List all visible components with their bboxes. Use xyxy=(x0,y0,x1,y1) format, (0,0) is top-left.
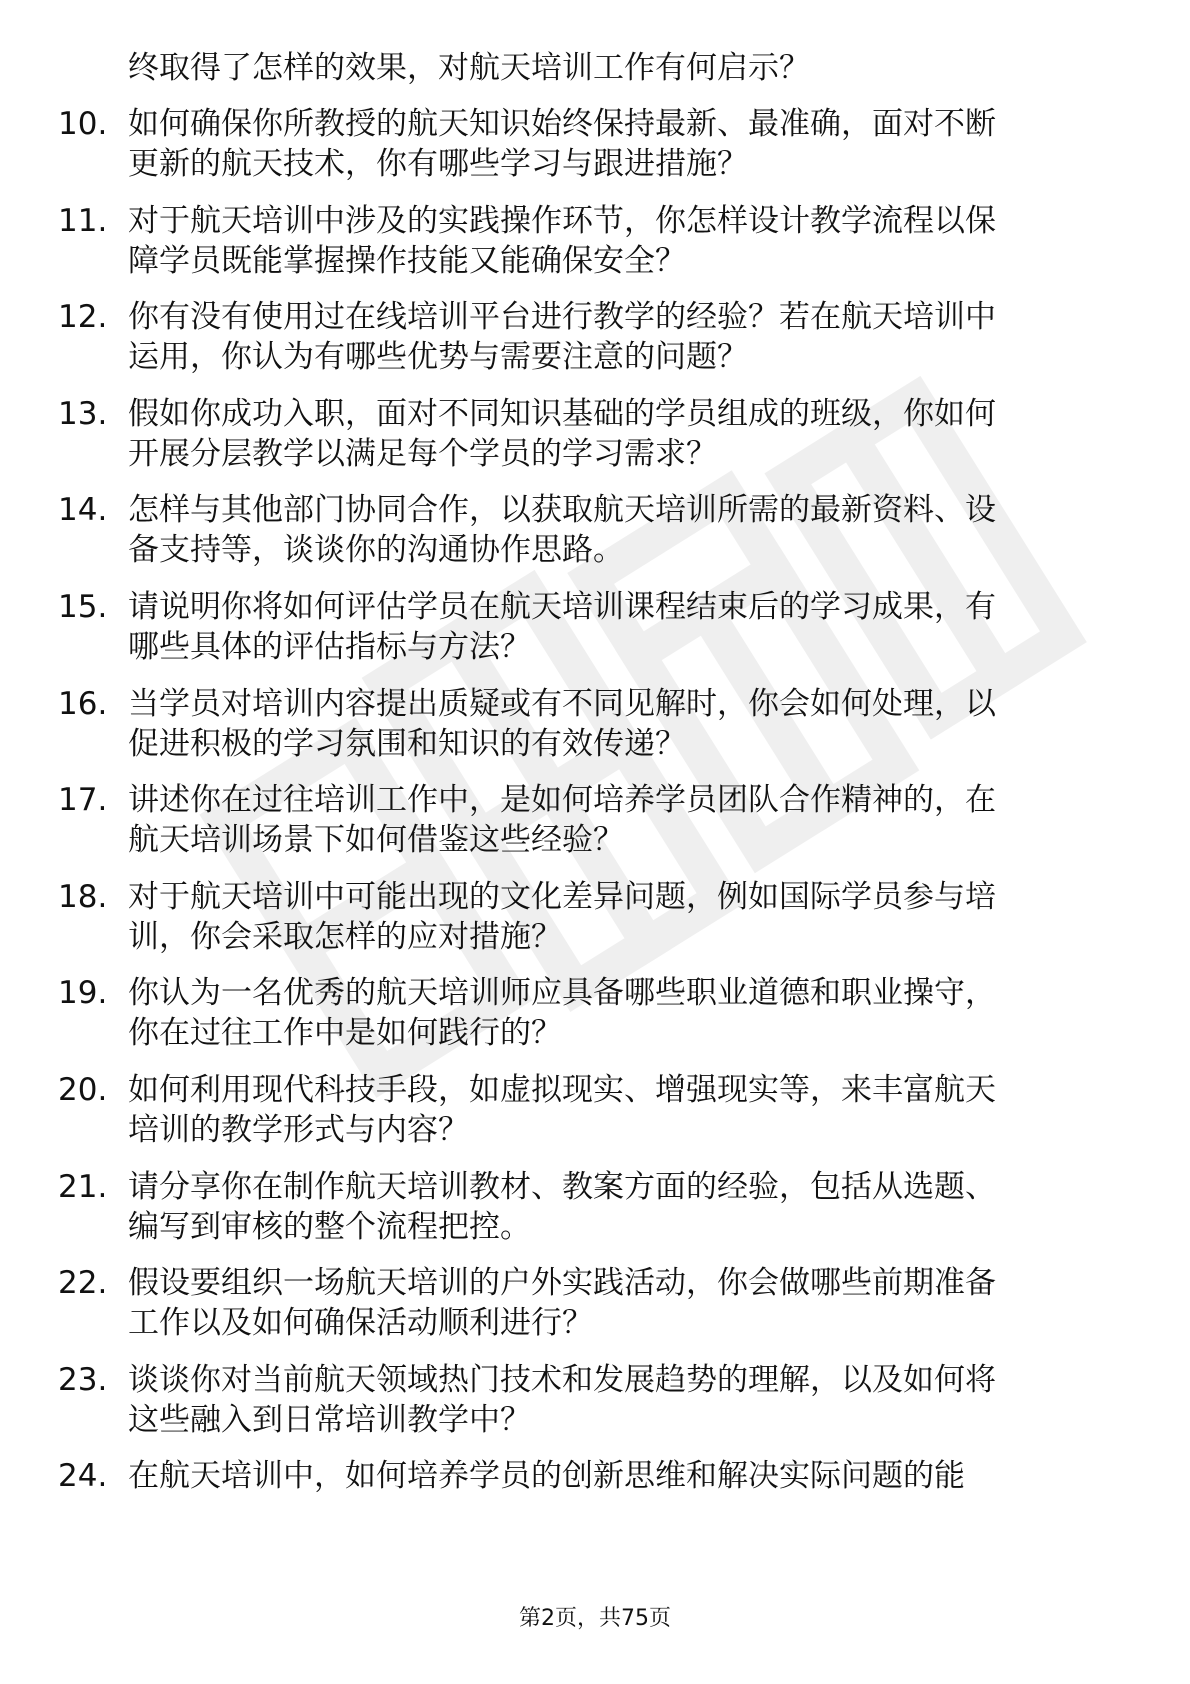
question-number: 13. xyxy=(58,395,108,432)
question-text-line-1: 对于航天培训中可能出现的文化差异问题，例如国际学员参与培 xyxy=(128,878,996,915)
question-item xyxy=(58,201,1118,281)
question-item xyxy=(58,684,1118,764)
question-text-line-1: 在航天培训中，如何培养学员的创新思维和解决实际问题的能 xyxy=(128,1458,965,1495)
question-text-line-1: 请分享你在制作航天培训教材、教案方面的经验，包括从选题、 xyxy=(128,1168,996,1205)
question-text-line-1: 讲述你在过往培训工作中，是如何培养学员团队合作精神的，在 xyxy=(128,782,996,819)
question-number: 10. xyxy=(58,106,108,142)
question-item xyxy=(58,1167,1118,1247)
question-text-line-2: 编写到审核的整个流程把控。 xyxy=(128,1208,531,1245)
question-number: 22. xyxy=(58,1265,108,1302)
question-item xyxy=(58,973,1118,1053)
question-number: 11. xyxy=(58,202,108,239)
question-item xyxy=(58,297,1118,377)
question-text-line-2: 更新的航天技术，你有哪些学习与跟进措施？ xyxy=(128,146,748,182)
question-number: 17. xyxy=(58,782,108,819)
question-text-line-1: 怎样与其他部门协同合作，以获取航天培训所需的最新资料、设 xyxy=(128,492,996,529)
question-text-line-2: 工作以及如何确保活动顺利进行？ xyxy=(128,1305,593,1342)
question-text-line-2: 这些融入到日常培训教学中？ xyxy=(128,1401,531,1438)
question-number: 16. xyxy=(58,685,108,722)
question-number: 12. xyxy=(58,299,108,336)
question-text-line-2: 运用，你认为有哪些优势与需要注意的问题？ xyxy=(128,339,748,376)
question-item xyxy=(58,394,1118,474)
question-text-line-2: 航天培训场景下如何借鉴这些经验？ xyxy=(128,822,624,859)
question-number: 23. xyxy=(58,1361,108,1398)
question-text-line-2: 促进积极的学习氛围和知识的有效传递？ xyxy=(128,725,686,762)
question-text-line-2: 备支持等，谈谈你的沟通协作思路。 xyxy=(128,532,624,569)
question-number: 15. xyxy=(58,589,108,625)
question-text-line-1: 你有没有使用过在线培训平台进行教学的经验？若在航天培训中 xyxy=(128,299,996,336)
question-item xyxy=(58,1360,1118,1440)
question-text-line-2: 哪些具体的评估指标与方法？ xyxy=(128,629,531,665)
question-text-line-2: 开展分层教学以满足每个学员的学习需求？ xyxy=(128,435,717,472)
question-text-line-2: 训，你会采取怎样的应对措施？ xyxy=(128,918,562,955)
question-text-line-1: 请说明你将如何评估学员在航天培训课程结束后的学习成果，有 xyxy=(128,589,996,625)
question-item xyxy=(58,1456,1118,1536)
question-item xyxy=(58,1070,1118,1150)
question-text-line-1: 如何利用现代科技手段，如虚拟现实、增强现实等，来丰富航天 xyxy=(128,1072,996,1108)
question-text-line-2: 你在过往工作中是如何践行的？ xyxy=(128,1015,562,1052)
question-text-line-2: 障学员既能掌握操作技能又能确保安全？ xyxy=(128,242,686,279)
question-number: 18. xyxy=(58,878,108,915)
question-number: 14. xyxy=(58,492,108,529)
question-item xyxy=(58,877,1118,957)
continuation-text: 终取得了怎样的效果，对航天培训工作有何启示？ xyxy=(128,50,810,86)
question-text-line-1: 你认为一名优秀的航天培训师应具备哪些职业道德和职业操守， xyxy=(128,975,996,1012)
question-text-line-1: 假设要组织一场航天培训的户外实践活动，你会做哪些前期准备 xyxy=(128,1265,996,1302)
question-text-line-1: 假如你成功入职，面对不同知识基础的学员组成的班级，你如何 xyxy=(128,395,996,432)
question-text-line-1: 谈谈你对当前航天领域热门技术和发展趋势的理解，以及如何将 xyxy=(128,1361,996,1398)
question-item xyxy=(58,104,1118,184)
question-item xyxy=(58,587,1118,667)
question-text-line-1: 当学员对培训内容提出质疑或有不同见解时，你会如何处理，以 xyxy=(128,685,996,722)
question-item xyxy=(58,490,1118,570)
question-text-line-1: 对于航天培训中涉及的实践操作环节，你怎样设计教学流程以保 xyxy=(128,202,996,239)
question-item xyxy=(58,780,1118,860)
question-text-line-2: 培训的教学形式与内容？ xyxy=(128,1112,469,1148)
question-number: 21. xyxy=(58,1168,108,1205)
question-number: 20. xyxy=(58,1072,108,1108)
question-number: 19. xyxy=(58,975,108,1012)
page-footer: 第2页，共75页 xyxy=(519,1606,671,1631)
question-text-line-1: 如何确保你所教授的航天知识始终保持最新、最准确，面对不断 xyxy=(128,106,996,142)
question-item xyxy=(58,1263,1118,1343)
question-number: 24. xyxy=(58,1458,108,1495)
